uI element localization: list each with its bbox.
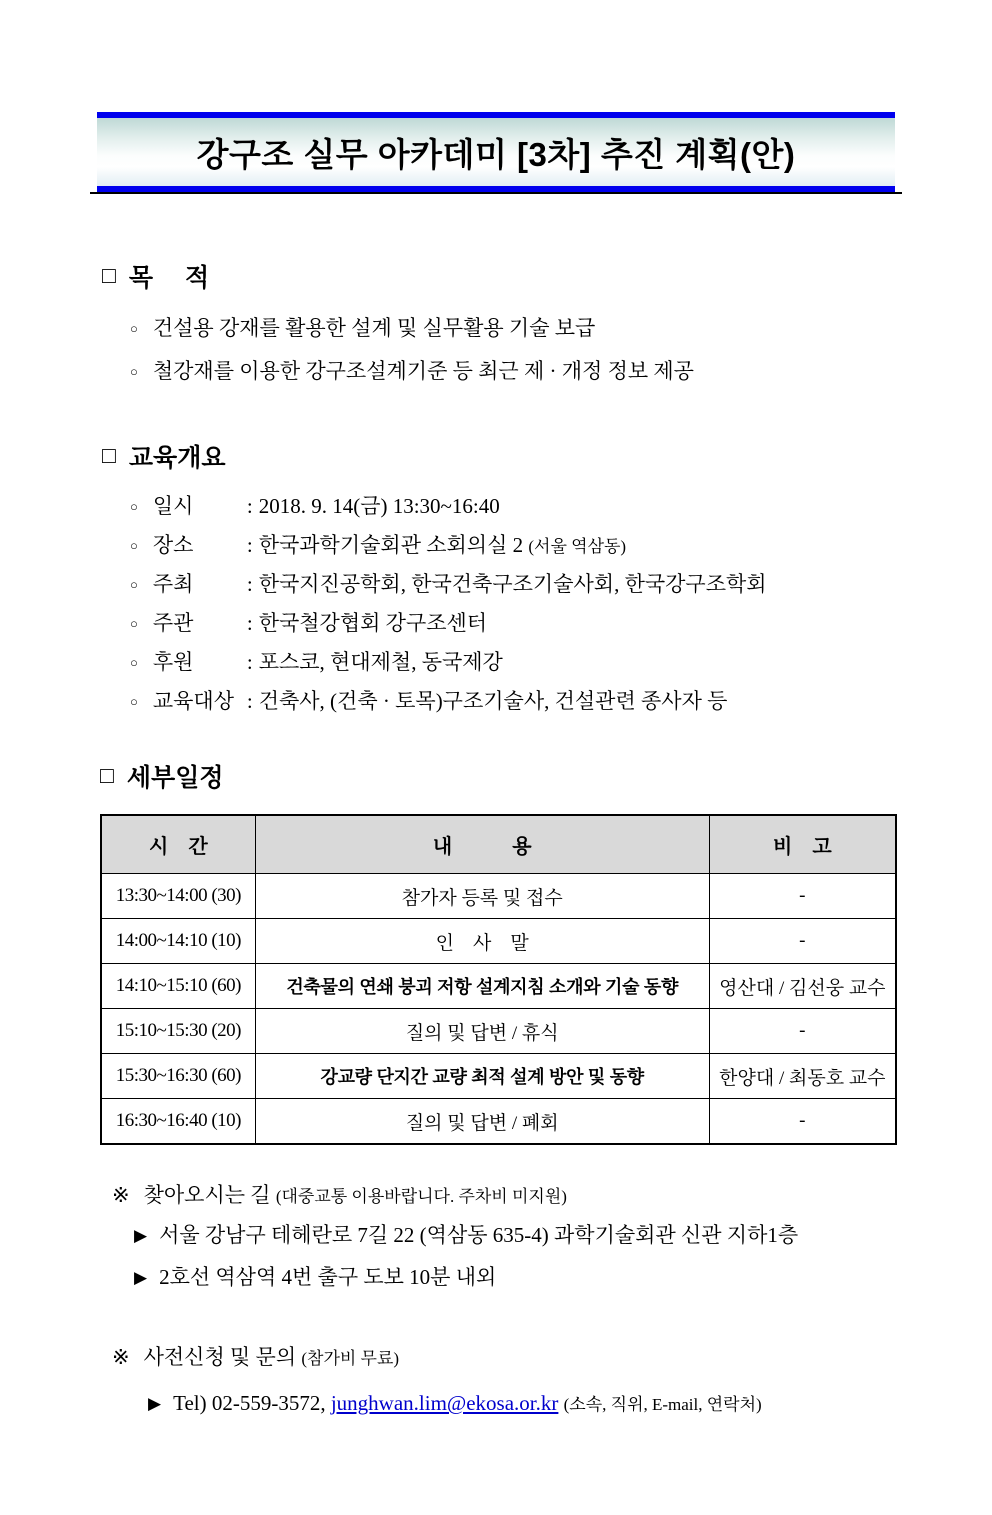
contact-heading: 사전신청 및 문의 bbox=[143, 1345, 297, 1369]
list-item bbox=[134, 1257, 992, 1299]
schedule-content-cell: 질의 및 답변 / 폐회 bbox=[255, 1099, 709, 1145]
list-item bbox=[102, 488, 992, 527]
colon-separator: : bbox=[246, 650, 253, 674]
overview-item-value: 포스코, 현대제철, 동국제강 bbox=[258, 650, 503, 674]
schedule-note-cell: - bbox=[709, 1009, 896, 1054]
circle-bullet-icon: ○ bbox=[130, 321, 138, 336]
circle-bullet-icon: ○ bbox=[130, 616, 138, 631]
directions-heading: 찾아오시는 길 bbox=[143, 1183, 271, 1207]
directions-item-text: 2호선 역삼역 4번 출구 도보 10분 내외 bbox=[159, 1265, 497, 1289]
schedule-content-cell: 강교량 단지간 교량 최적 설계 방안 및 동향 bbox=[255, 1054, 709, 1099]
column-header-content: 내 용 bbox=[255, 815, 709, 874]
overview-item-label: 장소 bbox=[152, 533, 194, 557]
list-item bbox=[102, 566, 992, 605]
overview-items bbox=[102, 488, 992, 722]
arrow-bullet-icon: ▶ bbox=[134, 1226, 148, 1245]
purpose-heading bbox=[102, 258, 992, 294]
schedule-content-cell: 인 사 말 bbox=[255, 919, 709, 964]
schedule-time-cell: 14:10~15:10 (60) bbox=[101, 964, 255, 1009]
banner-underline bbox=[90, 192, 902, 194]
schedule-content-cell: 참가자 등록 및 접수 bbox=[255, 874, 709, 919]
circle-bullet-icon: ○ bbox=[130, 655, 138, 670]
schedule-table bbox=[100, 814, 897, 1145]
column-header-note: 비 고 bbox=[709, 815, 896, 874]
directions-item-text: 서울 강남구 테헤란로 7길 22 (역삼동 635-4) 과학기술회관 신관 지하1층 bbox=[159, 1223, 799, 1247]
overview-item-label: 후원 bbox=[152, 650, 194, 674]
schedule-content-cell: 건축물의 연쇄 붕괴 저항 설계지침 소개와 기술 동향 bbox=[255, 964, 709, 1009]
schedule-heading-label: 세부일정 bbox=[126, 764, 224, 792]
column-header-time: 시 간 bbox=[101, 815, 255, 874]
square-bullet-icon: □ bbox=[100, 761, 114, 788]
schedule-note-cell: - bbox=[709, 919, 896, 964]
contact-email-link[interactable]: junghwan.lim@ekosa.or.kr bbox=[330, 1391, 559, 1415]
arrow-bullet-icon: ▶ bbox=[134, 1268, 148, 1287]
list-item bbox=[102, 351, 992, 394]
circle-bullet-icon: ○ bbox=[130, 577, 138, 592]
colon-separator: : bbox=[246, 611, 253, 635]
colon-separator: : bbox=[246, 572, 253, 596]
section-overview bbox=[102, 438, 992, 722]
section-directions bbox=[112, 1177, 992, 1299]
list-item bbox=[102, 527, 992, 566]
table-row bbox=[101, 1054, 896, 1099]
list-item bbox=[134, 1215, 992, 1257]
schedule-note-cell: - bbox=[709, 1099, 896, 1145]
overview-item-label: 주최 bbox=[152, 572, 194, 596]
schedule-time-cell: 13:30~14:00 (30) bbox=[101, 874, 255, 919]
schedule-heading bbox=[100, 758, 992, 794]
purpose-item-text: 건설용 강재를 활용한 설계 및 실무활용 기술 보급 bbox=[152, 316, 596, 340]
colon-separator: : bbox=[246, 533, 253, 557]
schedule-content-cell: 질의 및 답변 / 휴식 bbox=[255, 1009, 709, 1054]
circle-bullet-icon: ○ bbox=[130, 538, 138, 553]
colon-separator: : bbox=[246, 494, 253, 518]
directions-note: (대중교통 이용바랍니다. 주차비 미지원) bbox=[275, 1187, 567, 1206]
table-row bbox=[101, 1099, 896, 1145]
overview-heading-label: 교육개요 bbox=[128, 444, 226, 472]
contact-tel-line bbox=[148, 1383, 992, 1425]
section-schedule bbox=[100, 758, 992, 1145]
contact-heading-line bbox=[112, 1339, 992, 1377]
circle-bullet-icon: ○ bbox=[130, 694, 138, 709]
purpose-heading-label: 목 적 bbox=[128, 264, 210, 292]
reference-mark-icon: ※ bbox=[112, 1183, 130, 1207]
list-item bbox=[102, 605, 992, 644]
table-row bbox=[101, 964, 896, 1009]
schedule-note-cell: 한양대 / 최동호 교수 bbox=[709, 1054, 896, 1099]
schedule-note-cell: 영산대 / 김선웅 교수 bbox=[709, 964, 896, 1009]
page-title: 강구조 실무 아카데미 [3차] 추진 계획(안) bbox=[196, 135, 796, 173]
overview-item-label: 교육대상 bbox=[152, 689, 235, 713]
schedule-time-cell: 16:30~16:40 (10) bbox=[101, 1099, 255, 1145]
overview-item-value: 건축사, (건축 · 토목)구조기술사, 건설관련 종사자 등 bbox=[258, 689, 728, 713]
contact-phone: Tel) 02-559-3572, bbox=[173, 1391, 326, 1415]
schedule-time-cell: 15:10~15:30 (20) bbox=[101, 1009, 255, 1054]
contact-note: (참가비 무료) bbox=[301, 1349, 400, 1368]
overview-item-value: 2018. 9. 14(금) 13:30~16:40 bbox=[258, 494, 500, 518]
overview-item-value: 한국지진공학회, 한국건축구조기술사회, 한국강구조학회 bbox=[258, 572, 767, 596]
overview-item-label: 일시 bbox=[152, 494, 194, 518]
circle-bullet-icon: ○ bbox=[130, 364, 138, 379]
contact-suffix: (소속, 직위, E-mail, 연락처) bbox=[563, 1395, 762, 1414]
list-item bbox=[102, 644, 992, 683]
table-row bbox=[101, 1009, 896, 1054]
table-row bbox=[101, 874, 896, 919]
reference-mark-icon: ※ bbox=[112, 1345, 130, 1369]
circle-bullet-icon: ○ bbox=[130, 499, 138, 514]
schedule-time-cell: 15:30~16:30 (60) bbox=[101, 1054, 255, 1099]
table-header-row bbox=[101, 815, 896, 874]
title-banner bbox=[97, 112, 895, 192]
overview-item-label: 주관 bbox=[152, 611, 194, 635]
square-bullet-icon: □ bbox=[102, 261, 116, 288]
schedule-note-cell: - bbox=[709, 874, 896, 919]
overview-item-value: 한국철강협회 강구조센터 bbox=[258, 611, 488, 635]
arrow-bullet-icon: ▶ bbox=[148, 1394, 162, 1413]
list-item bbox=[102, 683, 992, 722]
colon-separator: : bbox=[246, 689, 253, 713]
overview-heading bbox=[102, 438, 992, 474]
overview-item-suffix: (서울 역삼동) bbox=[528, 537, 627, 556]
purpose-items bbox=[102, 308, 992, 394]
schedule-time-cell: 14:00~14:10 (10) bbox=[101, 919, 255, 964]
overview-item-value: 한국과학기술회관 소회의실 2 bbox=[258, 533, 524, 557]
list-item bbox=[102, 308, 992, 351]
section-purpose bbox=[102, 258, 992, 394]
table-row bbox=[101, 919, 896, 964]
section-contact bbox=[112, 1339, 992, 1425]
document-page bbox=[0, 112, 992, 1515]
purpose-item-text: 철강재를 이용한 강구조설계기준 등 최근 제 · 개정 정보 제공 bbox=[152, 359, 694, 383]
directions-heading-line bbox=[112, 1177, 992, 1215]
square-bullet-icon: □ bbox=[102, 441, 116, 468]
